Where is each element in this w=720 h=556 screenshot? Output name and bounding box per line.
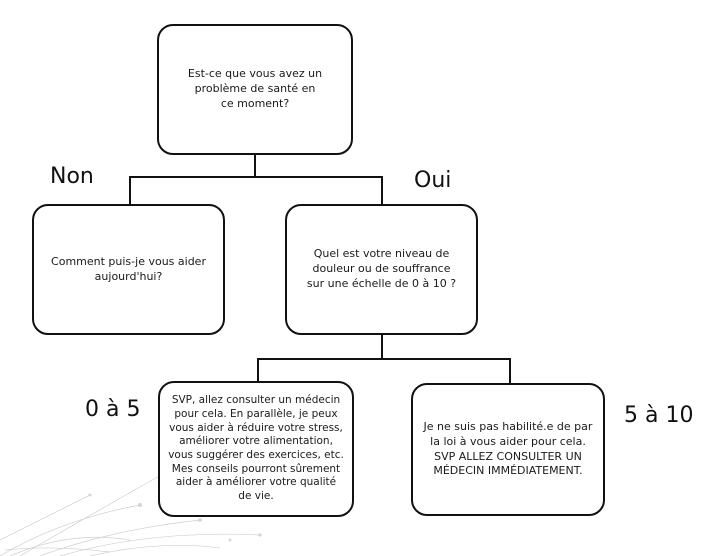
node-root [157,24,353,155]
node-root-text: Est-ce que vous avez un problème de santé en ce moment? [187,67,323,110]
branch-label-no: Non [50,164,94,189]
connector-to-low [257,358,259,382]
connector-root-down [254,153,256,177]
branch-label-low: 0 à 5 [85,397,141,422]
connector-yes-down [381,334,383,360]
node-yes-text: Quel est votre niveau de douleur ou de souffrance sur une échelle de 0 à 10 ? [306,247,457,290]
branch-label-high: 5 à 10 [624,403,694,428]
node-no [32,204,225,335]
connector-to-yes [381,176,383,206]
node-high-text: Je ne suis pas habilité.e de par la loi à vous aider pour cela. SVP ALLEZ CONSULTER UN MÉDECIN IMMÉDIATEMENT. [423,419,593,478]
node-low [158,381,354,517]
connector-to-high [509,358,511,384]
branch-label-yes: Oui [414,168,452,193]
node-high [411,383,605,516]
connector-to-no [129,176,131,206]
node-no-text: Comment puis-je vous aider aujourd'hui? [51,254,206,283]
node-yes [285,204,478,335]
connector-top-horizontal [129,176,383,178]
node-low-text: SVP, allez consulter un médecin pour cela. En parallèle, je peux vous aider à réduire votre stress, améliorer votre alimentation, vous suggérer des exercices, etc. Mes conseils pourront sûrement aider à améliorer votre qualité de vie. [168,394,344,502]
connector-bottom-horizontal [257,358,511,360]
